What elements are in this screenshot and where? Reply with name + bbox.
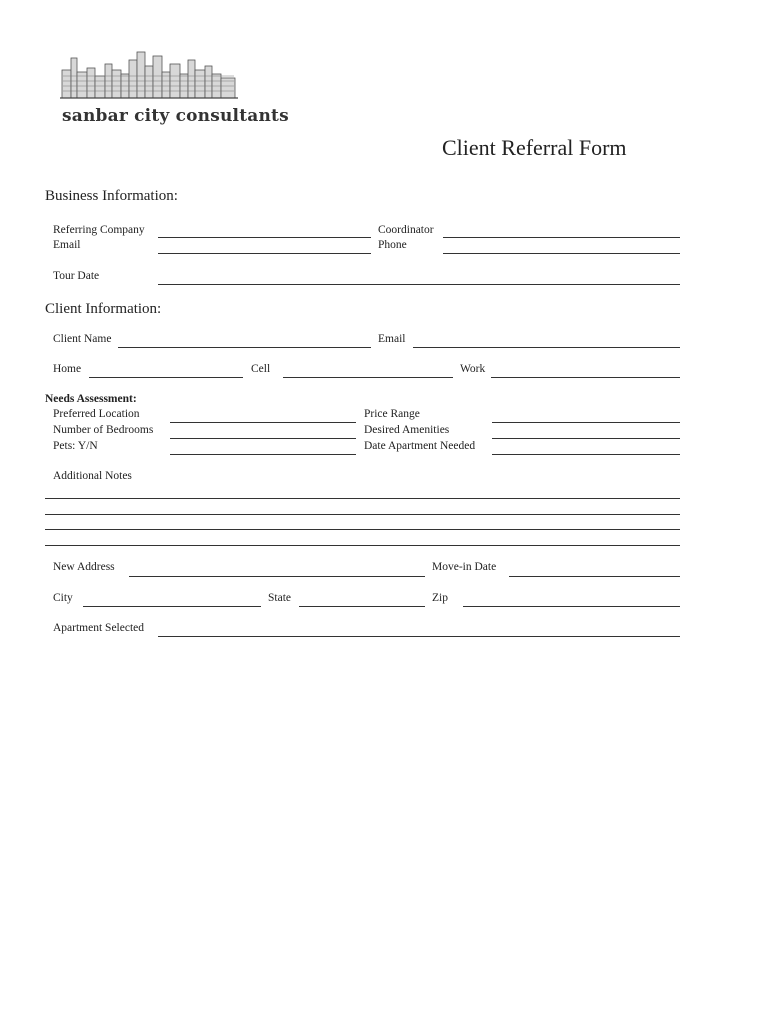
tour-date-field[interactable]	[158, 284, 680, 285]
business-section-heading: Business Information:	[45, 188, 178, 204]
additional-notes-label: Additional Notes	[53, 470, 132, 482]
city-skyline-logo	[60, 50, 238, 100]
client-email-label: Email	[378, 333, 406, 345]
preferred-location-field[interactable]	[170, 422, 356, 423]
phone-field[interactable]	[443, 253, 680, 254]
notes-line[interactable]	[45, 498, 680, 499]
move-in-date-label: Move-in Date	[432, 561, 497, 573]
date-apartment-needed-label: Date Apartment Needed	[364, 440, 476, 452]
client-name-label: Client Name	[53, 333, 112, 345]
move-in-date-field[interactable]	[509, 576, 680, 577]
needs-assessment-heading: Needs Assessment:	[45, 393, 137, 405]
desired-amenities-field[interactable]	[492, 438, 680, 439]
city-label: City	[53, 592, 73, 604]
number-of-bedrooms-label: Number of Bedrooms	[53, 424, 154, 436]
new-address-field[interactable]	[129, 576, 425, 577]
state-field[interactable]	[299, 606, 425, 607]
notes-line[interactable]	[45, 514, 680, 515]
notes-line[interactable]	[45, 545, 680, 546]
notes-line[interactable]	[45, 529, 680, 530]
state-label: State	[268, 592, 291, 604]
referring-company-field[interactable]	[158, 237, 371, 238]
work-phone-field[interactable]	[491, 377, 680, 378]
number-of-bedrooms-field[interactable]	[170, 438, 356, 439]
coordinator-field[interactable]	[443, 237, 680, 238]
page-title: Client Referral Form	[442, 135, 627, 160]
referring-company-label: Referring Company	[53, 224, 145, 236]
business-email-label: Email	[53, 239, 81, 251]
home-label: Home	[53, 363, 82, 375]
cell-phone-field[interactable]	[283, 377, 453, 378]
coordinator-label: Coordinator	[378, 224, 434, 236]
pets-label: Pets: Y/N	[53, 440, 98, 452]
tour-date-label: Tour Date	[53, 270, 100, 282]
business-email-field[interactable]	[158, 253, 371, 254]
company-name: sanbar city consultants	[62, 106, 289, 126]
new-address-label: New Address	[53, 561, 115, 573]
price-range-label: Price Range	[364, 408, 420, 420]
work-label: Work	[460, 363, 486, 375]
city-field[interactable]	[83, 606, 261, 607]
zip-label: Zip	[432, 592, 448, 604]
date-apartment-needed-field[interactable]	[492, 454, 680, 455]
client-name-field[interactable]	[118, 347, 371, 348]
desired-amenities-label: Desired Amenities	[364, 424, 450, 436]
price-range-field[interactable]	[492, 422, 680, 423]
home-phone-field[interactable]	[89, 377, 243, 378]
phone-label: Phone	[378, 239, 407, 251]
client-email-field[interactable]	[413, 347, 680, 348]
cell-label: Cell	[251, 363, 271, 375]
apartment-selected-label: Apartment Selected	[53, 622, 145, 634]
apartment-selected-field[interactable]	[158, 636, 680, 637]
client-section-heading: Client Information:	[45, 301, 162, 317]
pets-field[interactable]	[170, 454, 356, 455]
preferred-location-label: Preferred Location	[53, 408, 140, 420]
zip-field[interactable]	[463, 606, 680, 607]
